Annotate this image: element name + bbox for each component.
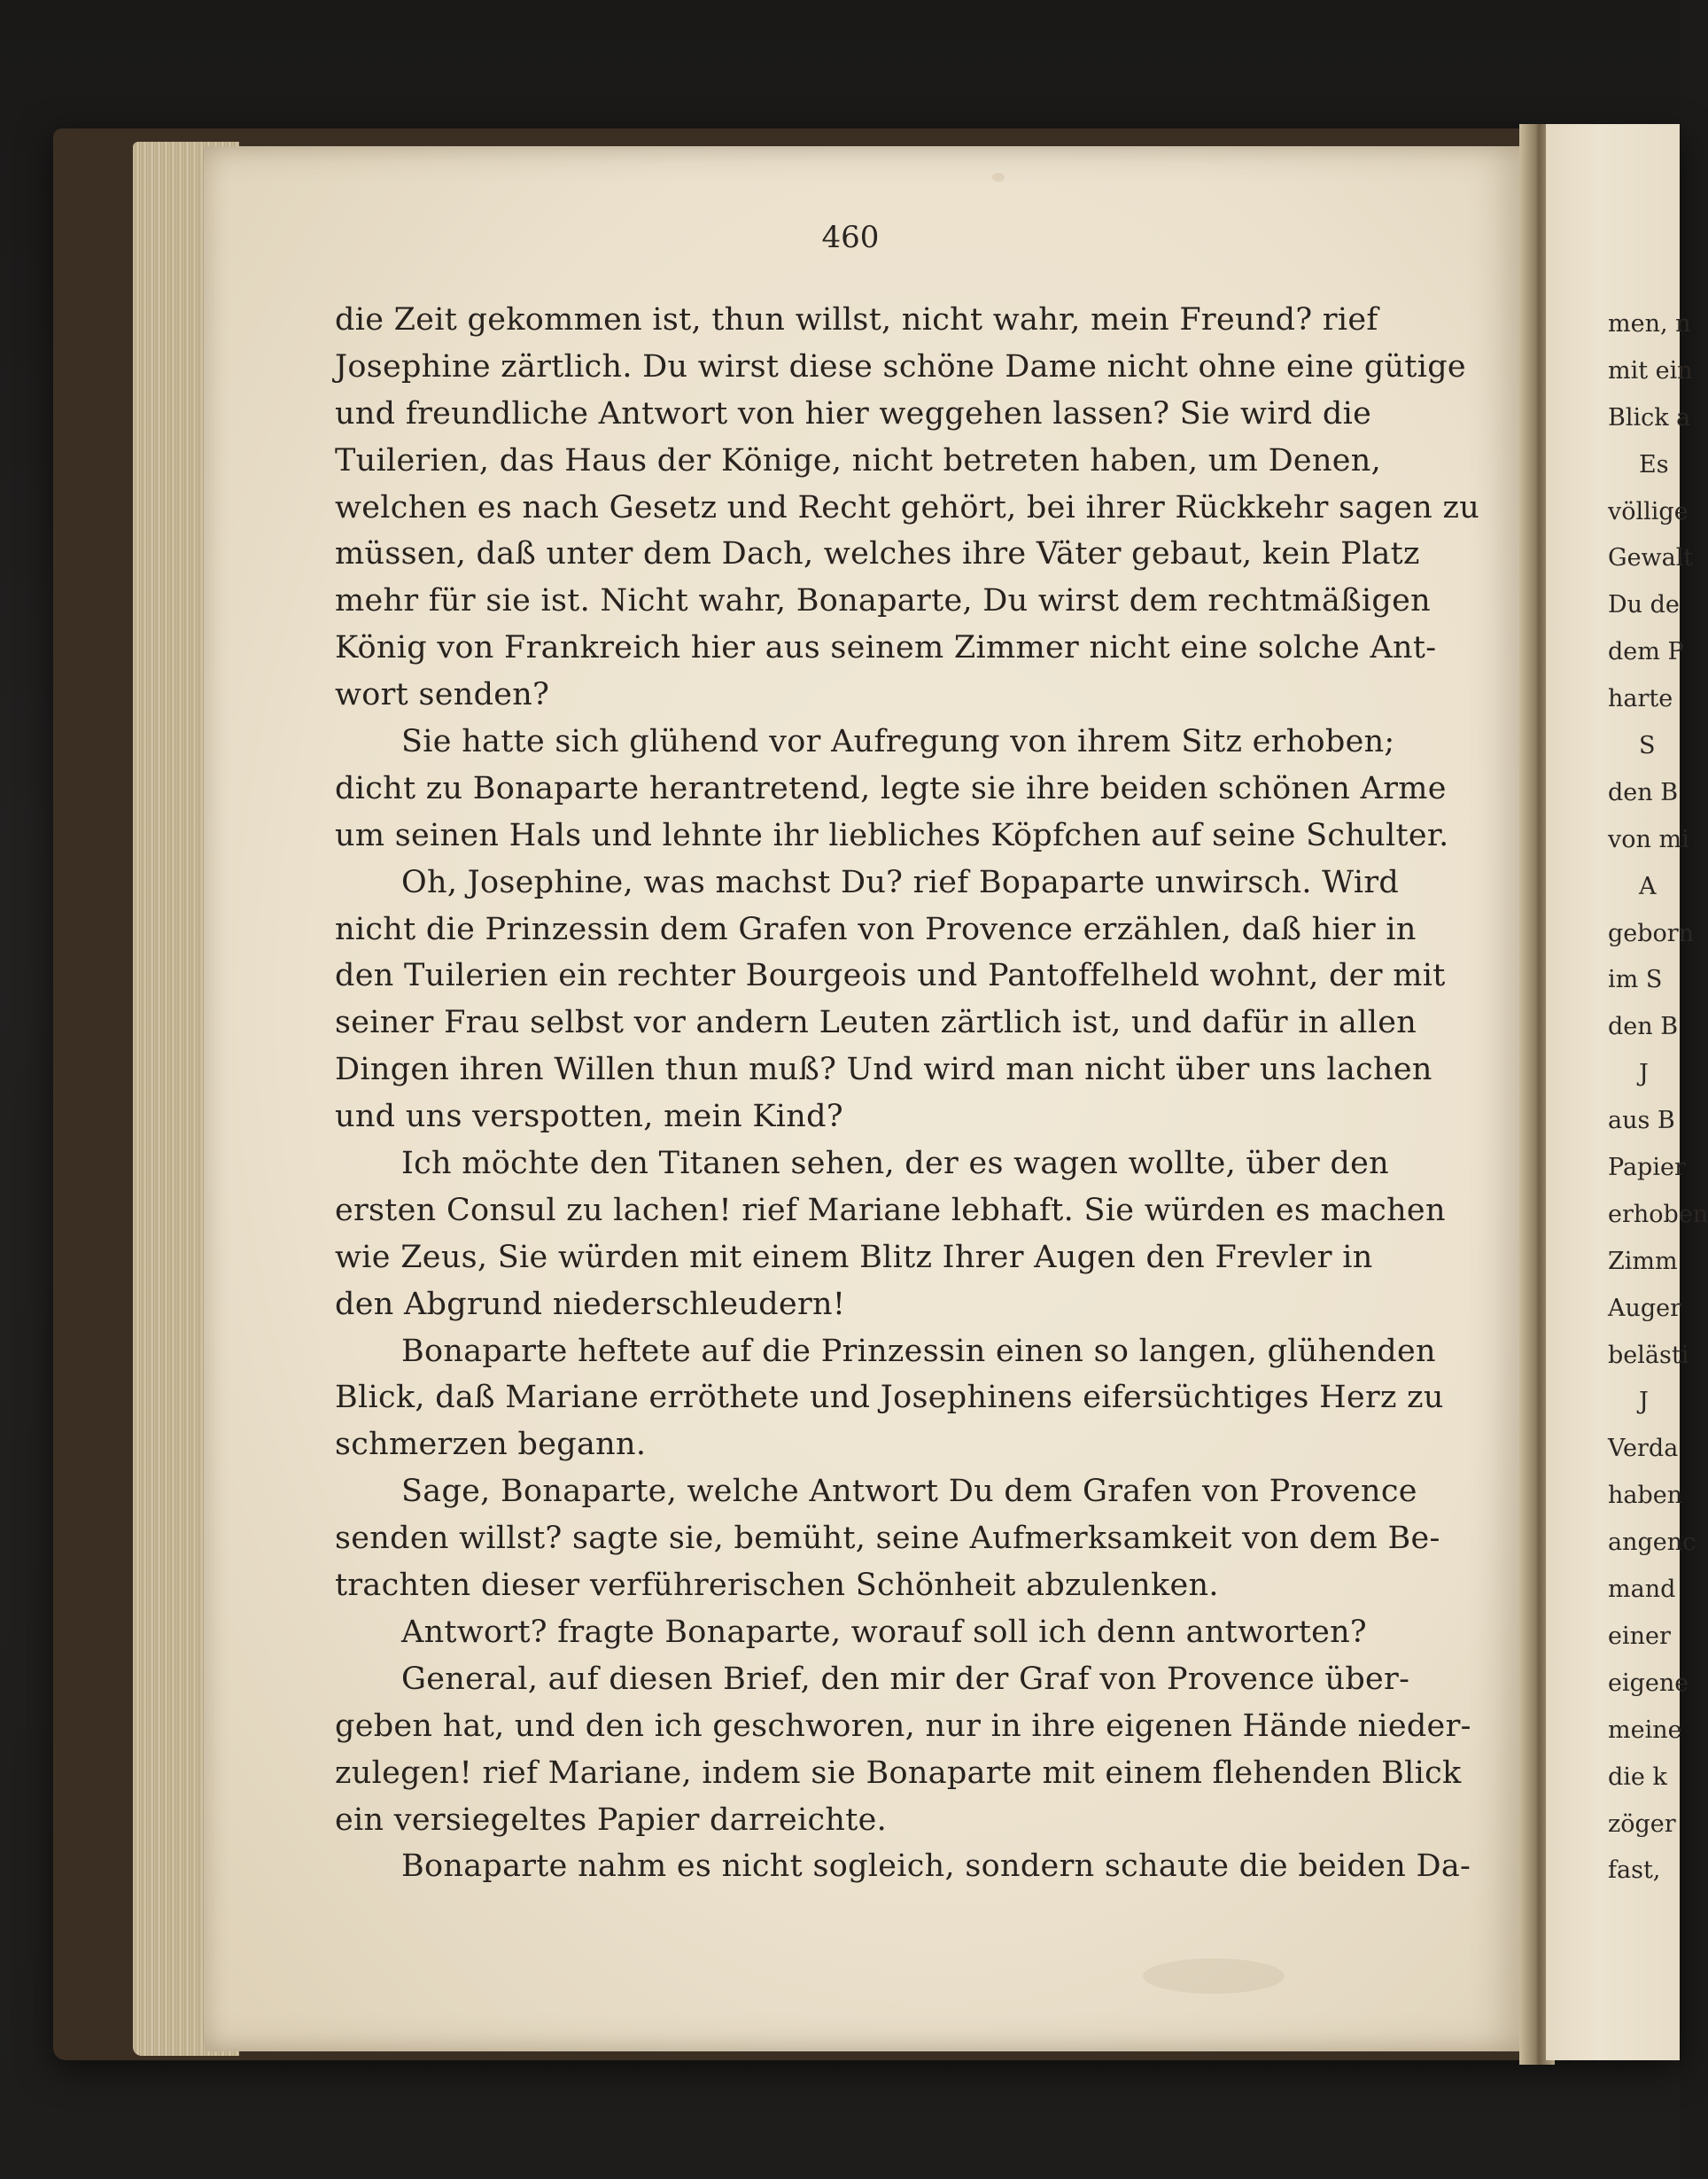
right-page-line: fast, xyxy=(1608,1856,1661,1885)
text-line: Bonaparte heftete auf die Prinzessin einen so langen, glühenden xyxy=(401,1333,1436,1369)
right-page-line: Gewalt xyxy=(1608,544,1694,572)
right-page-line: meine xyxy=(1608,1716,1682,1744)
right-page-line: mand xyxy=(1608,1576,1676,1604)
right-page-line: erhoben xyxy=(1608,1200,1708,1228)
text-line: senden willst? sagte sie, bemüht, seine Aufmerksamkeit von dem Be- xyxy=(335,1521,1440,1557)
right-page-line: Zimm xyxy=(1608,1247,1678,1275)
text-line: dicht zu Bonaparte herantretend, legte sie ihre beiden schönen Arme xyxy=(335,770,1447,806)
text-line: Ich möchte den Titanen sehen, der es wagen wollte, über den xyxy=(401,1146,1390,1182)
text-line: wort senden? xyxy=(335,677,550,713)
right-page-line: aus B xyxy=(1608,1107,1675,1135)
right-page-line: S xyxy=(1639,732,1656,760)
text-line: Dingen ihren Willen thun muß? Und wird man nicht über uns lachen xyxy=(335,1052,1432,1088)
right-page-line: men, n xyxy=(1608,310,1691,338)
text-line: den Abgrund niederschleudern! xyxy=(335,1286,846,1322)
text-line: Oh, Josephine, was machst Du? rief Bopaparte unwirsch. Wird xyxy=(401,864,1400,900)
right-page-line: mit ein xyxy=(1608,356,1693,385)
paper-stain xyxy=(1143,1958,1285,1994)
text-line: Blick, daß Mariane erröthete und Josephinens eifersüchtiges Herz zu xyxy=(335,1380,1444,1416)
right-page-line: völlige xyxy=(1608,497,1689,525)
text-line: trachten dieser verführerischen Schönheit abzulenken. xyxy=(335,1568,1219,1604)
right-page-line: Verda xyxy=(1608,1435,1679,1463)
left-page-text xyxy=(335,297,1480,1890)
text-line: seiner Frau selbst vor andern Leuten zärtlich ist, und dafür in allen xyxy=(335,1005,1417,1041)
text-line: wie Zeus, Sie würden mit einem Blitz Ihrer Augen den Frevler in xyxy=(335,1239,1373,1275)
right-page-line: dem P xyxy=(1608,638,1684,666)
right-page-line: Blick a xyxy=(1608,403,1691,432)
text-line: zulegen! rief Mariane, indem sie Bonaparte mit einem flehenden Blick xyxy=(335,1755,1462,1791)
right-page-line: Du de xyxy=(1608,591,1680,619)
right-page-line: von mi xyxy=(1608,825,1689,853)
text-line: geben hat, und den ich geschworen, nur in ihre eigenen Hände nieder- xyxy=(335,1708,1471,1744)
text-line: Antwort? fragte Bonaparte, worauf soll ich denn antworten? xyxy=(401,1614,1367,1650)
right-page-line: A xyxy=(1639,872,1657,900)
text-line: schmerzen begann. xyxy=(335,1427,647,1463)
text-line: und freundliche Antwort von hier weggehen lassen? Sie wird die xyxy=(335,395,1372,432)
right-page-line: Papier xyxy=(1608,1154,1686,1182)
text-line: den Tuilerien ein rechter Bourgeois und Pantoffelheld wohnt, der mit xyxy=(335,958,1446,994)
right-page-line: einer xyxy=(1608,1622,1671,1650)
right-page-line: geborn xyxy=(1608,919,1695,947)
text-line: müssen, daß unter dem Dach, welches ihre Väter gebaut, kein Platz xyxy=(335,536,1420,572)
text-line: ersten Consul zu lachen! rief Mariane lebhaft. Sie würden es machen xyxy=(335,1192,1446,1228)
right-page-line: die k xyxy=(1608,1763,1667,1791)
right-page-line: eigene xyxy=(1608,1669,1689,1697)
paper-stain xyxy=(992,173,1005,182)
right-page-line: Es xyxy=(1639,450,1669,479)
text-line: mehr für sie ist. Nicht wahr, Bonaparte, Du wirst dem rechtmäßigen xyxy=(335,583,1431,619)
text-line: die Zeit gekommen ist, thun willst, nicht wahr, mein Freund? rief xyxy=(335,302,1378,338)
page-number: 460 xyxy=(821,220,880,255)
text-line: und uns verspotten, mein Kind? xyxy=(335,1099,843,1135)
text-line: um seinen Hals und lehnte ihr liebliches Köpfchen auf seine Schulter. xyxy=(335,817,1449,853)
text-line: Sie hatte sich glühend vor Aufregung von ihrem Sitz erhoben; xyxy=(401,724,1395,760)
text-line: Sage, Bonaparte, welche Antwort Du dem Grafen von Provence xyxy=(401,1474,1417,1510)
text-line: Tuilerien, das Haus der Könige, nicht betreten haben, um Denen, xyxy=(335,442,1382,479)
right-page-text xyxy=(1608,301,1708,1895)
right-page-line: den B xyxy=(1608,778,1679,806)
right-page-line: J xyxy=(1639,1388,1649,1416)
text-line: nicht die Prinzessin dem Grafen von Provence erzählen, daß hier in xyxy=(335,911,1417,947)
text-line: General, auf diesen Brief, den mir der Graf von Provence über- xyxy=(401,1661,1410,1697)
text-line: welchen es nach Gesetz und Recht gehört, bei ihrer Rückkehr sagen zu xyxy=(335,489,1480,525)
text-line: ein versiegeltes Papier darreichte. xyxy=(335,1802,888,1838)
text-line: König von Frankreich hier aus seinem Zimmer nicht eine solche Ant- xyxy=(335,630,1437,666)
text-line: Bonaparte nahm es nicht sogleich, sondern schaute die beiden Da- xyxy=(401,1848,1471,1885)
right-page-line: den B xyxy=(1608,1013,1679,1041)
right-page-line: im S xyxy=(1608,966,1663,994)
right-page-line: haben xyxy=(1608,1482,1683,1510)
right-page-line: belästi xyxy=(1608,1341,1689,1369)
right-page-line: Auger xyxy=(1608,1294,1682,1322)
right-page-line: harte xyxy=(1608,685,1673,713)
text-line: Josephine zärtlich. Du wirst diese schöne Dame nicht ohne eine gütige xyxy=(335,348,1466,385)
right-page-line: zöger xyxy=(1608,1809,1676,1838)
right-page-line: angenc xyxy=(1608,1529,1696,1557)
right-page-line: J xyxy=(1639,1060,1649,1088)
